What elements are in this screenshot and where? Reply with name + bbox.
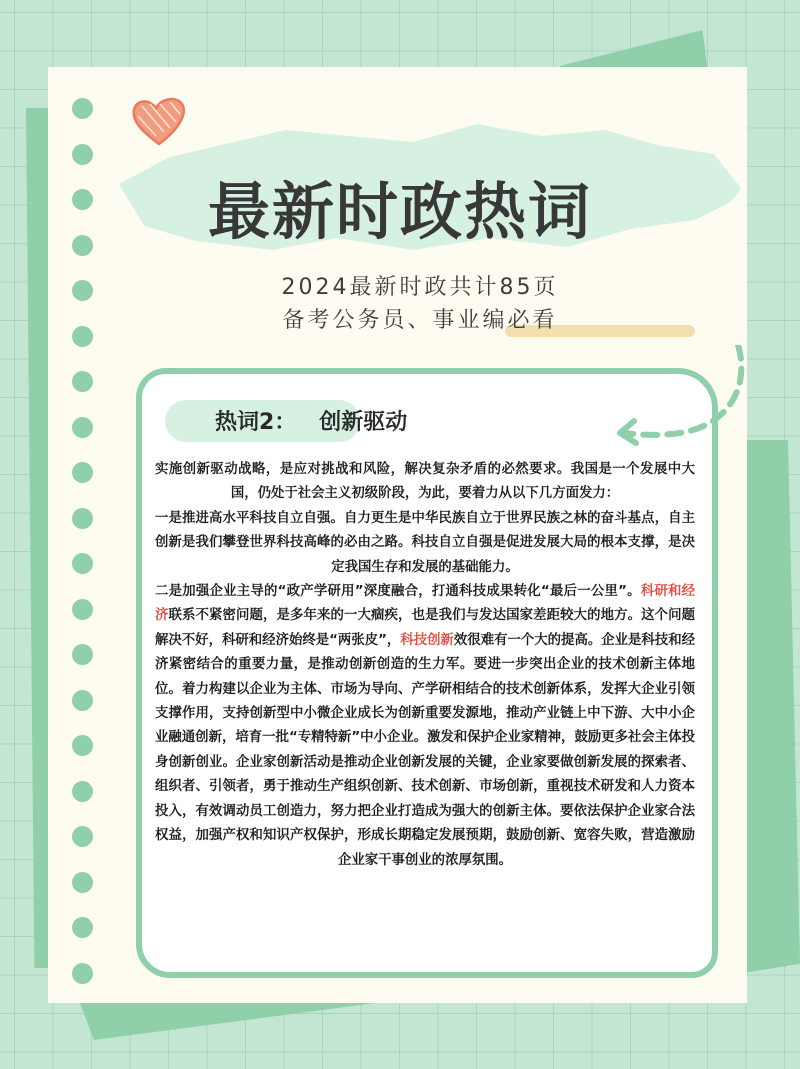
binder-hole [72, 690, 93, 711]
keyword-heading [215, 405, 407, 436]
binder-hole [72, 917, 93, 938]
binder-hole [72, 781, 93, 802]
binder-hole [72, 371, 93, 392]
card-body [155, 458, 695, 873]
heart-icon [130, 96, 188, 148]
binder-hole [72, 599, 93, 620]
subtitle-audience: 备考公务员、事业编必看 [282, 308, 558, 333]
paragraph-point-2 [155, 580, 695, 873]
binder-hole [72, 826, 93, 847]
paragraph-point-2-a: 二是加强企业主导的“政产学研用”深度融合，打通科技成果转化“最后一公里”。 [155, 584, 641, 600]
paragraph-intro: 实施创新驱动战略，是应对挑战和风险，解决复杂矛盾的必然要求。我国是一个发展中大国，仍处于社会主义初级阶段，为此，要着力从以下几方面发力： [155, 462, 695, 502]
binder-hole [72, 417, 93, 438]
binder-hole [72, 735, 93, 756]
binder-hole [72, 644, 93, 665]
paragraph-point-2-b: 联系不紧密问题，是多年来的一大痼疾，也是我们与发达国家差距较大的地方。这个问题解决不好，科研和经济始终是“两张皮”， [155, 608, 696, 648]
page-title: 最新时政热词 [207, 175, 592, 248]
dashed-arrow-icon [610, 345, 750, 455]
paragraph-point-1: 一是推进高水平科技自立自强。自力更生是中华民族自立于世界民族之林的奋斗基点，自主创新是我们攀登世界科技高峰的必由之路。科技自立自强是促进发展大局的根本支撑，是决定我国生存和发展的基础能力。 [155, 510, 695, 575]
highlight-keyword-2: 科技创新 [400, 632, 454, 648]
binder-hole [72, 462, 93, 483]
binder-hole [72, 872, 93, 893]
keyword-number: 热词2： [215, 410, 297, 435]
binder-hole [72, 508, 93, 529]
paragraph-point-2-c: 效很难有一个大的提高。企业是科技和经济紧密结合的重要力量，是推动创新创造的生力军。要进一步突出企业的技术创新主体地位。着力构建以企业为主体、市场为导向、产学研相结合的技术创新体系，发挥大企业引领支撑作用，支持创新型中小微企业成长为创新重要发源地，推动产业链上中下游、大中小企业融通创新，培育一批“专精特新”中小企业。激发和保护企业家精神，鼓励更多社会主体投身创新创业。企业家创新活动是推动企业创新发展的关键，企业家要做创新发展的探索者、组织者、引领者，勇于推动生产组织创新、技术创新、市场创新，重视技术研发和人力资本投入，有效调动员工创造力，努力把企业打造成为强大的创新主体。要依法保护企业家合法权益，加强产权和知识产权保护，形成长期稳定发展预期，鼓励创新、宽容失败，营造激励企业家干事创业的浓厚氛围。 [155, 632, 696, 868]
subtitle-page-count: 2024最新时政共计85页 [281, 275, 559, 300]
binder-hole [72, 963, 93, 984]
binder-hole [72, 553, 93, 574]
highlight-keyword-1: 科研和经济 [155, 584, 695, 624]
binder-hole [72, 98, 93, 119]
keyword-topic: 创新驱动 [319, 410, 408, 435]
